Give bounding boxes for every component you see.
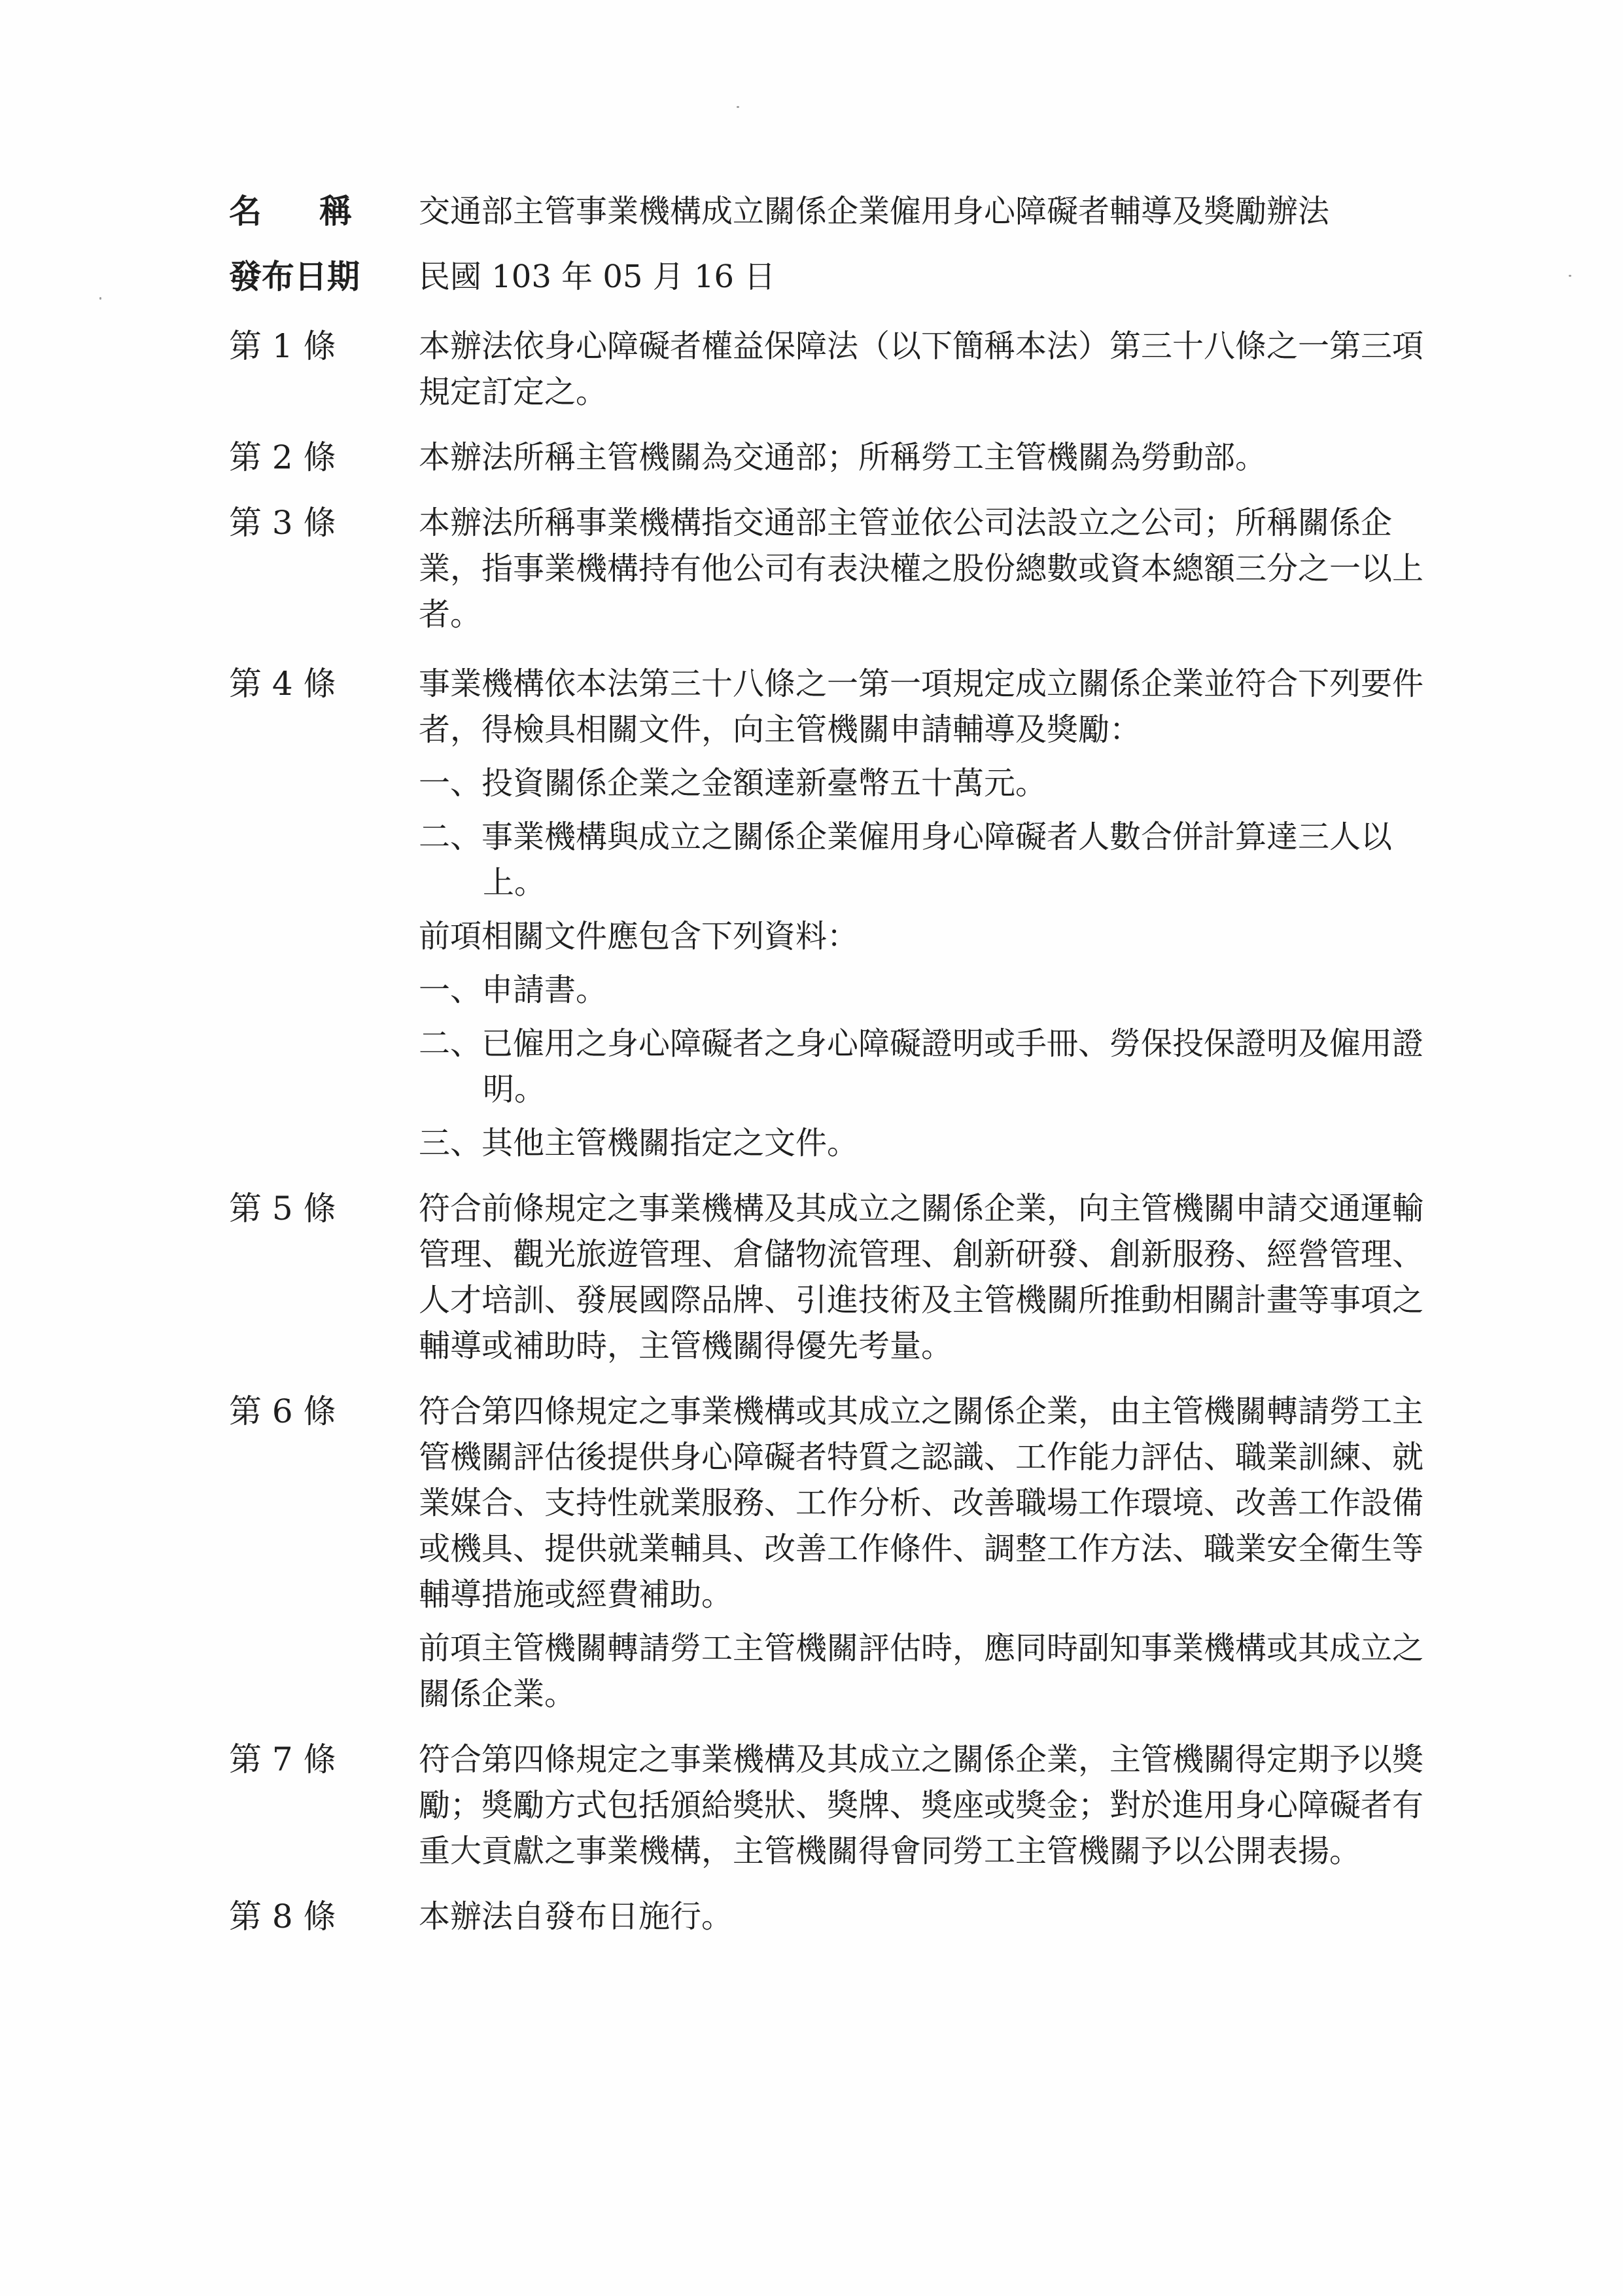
article-label: 第 1 條 [229,327,336,365]
article-label: 第 5 條 [229,1190,336,1227]
article-3 [229,500,1439,637]
article-label: 第 8 條 [229,1898,336,1935]
article-1 [229,323,1439,415]
article-body [419,323,1439,415]
article-5 [229,1186,1439,1369]
article-label: 第 4 條 [229,665,336,703]
article-paragraph: 本辦法所稱事業機構指交通部主管並依公司法設立之公司；所稱關係企業，指事業機構持有他公司有表決權之股份總數或資本總額三分之一以上者。 [419,504,1424,633]
article-body [419,500,1439,637]
article-body [419,1388,1439,1717]
list-item: 一、投資關係企業之金額達新臺幣五十萬元。 [419,765,1047,802]
article-7 [229,1737,1439,1874]
article-2 [229,434,1439,480]
list-item: 二、事業機構與成立之關係企業僱用身心障礙者人數合併計算達三人以上。 [419,819,1393,901]
scan-speck [1569,275,1571,277]
article-paragraph: 符合前條規定之事業機構及其成立之關係企業，向主管機關申請交通運輸管理、觀光旅遊管理、倉儲物流管理、創新研發、創新服務、經營管理、人才培訓、發展國際品牌、引進技術及主管機關所推動相關計畫等事項之輔導或補助時，主管機關得優先考量。 [419,1190,1424,1364]
article-body [419,434,1439,480]
article-paragraph: 符合第四條規定之事業機構或其成立之關係企業，由主管機關轉請勞工主管機關評估後提供身心障礙者特質之認識、工作能力評估、職業訓練、就業媒合、支持性就業服務、工作分析、改善職場工作環境、改善工作設備或機具、提供就業輔具、改善工作條件、調整工作方法、職業安全衛生等輔導措施或經費補助。 [419,1393,1424,1613]
article-6 [229,1388,1439,1717]
article-label: 第 7 條 [229,1740,336,1778]
list-item: 一、申請書。 [419,972,608,1008]
article-label: 第 2 條 [229,438,336,476]
article-paragraph: 事業機構依本法第三十八條之一第一項規定成立關係企業並符合下列要件者，得檢具相關文件，向主管機關申請輔導及獎勵： [419,665,1424,748]
article-8 [229,1894,1439,1939]
article-paragraph: 前項主管機關轉請勞工主管機關評估時，應同時副知事業機構或其成立之關係企業。 [419,1630,1424,1712]
scan-speck [99,297,101,300]
article-paragraph: 本辦法自發布日施行。 [419,1898,733,1935]
article-paragraph: 本辦法依身心障礙者權益保障法（以下簡稱本法）第三十八條之一第三項規定訂定之。 [419,328,1424,410]
article-body [419,1186,1439,1369]
article-4 [229,661,1439,1166]
article-body [419,1737,1439,1874]
article-label: 第 3 條 [229,504,336,542]
article-paragraph: 符合第四條規定之事業機構及其成立之關係企業，主管機關得定期予以獎勵；獎勵方式包括頒給獎狀、獎牌、獎座或獎金；對於進用身心障礙者有重大貢獻之事業機構，主管機關得會同勞工主管機關予以公開表揚。 [419,1741,1424,1869]
name-label: 名稱 [229,192,410,230]
regulation-title: 交通部主管事業機構成立關係企業僱用身心障礙者輔導及獎勵辦法 [419,193,1330,230]
date-label: 發布日期 [229,257,360,296]
regulation-document [229,188,1439,1939]
list-item: 三、其他主管機關指定之文件。 [419,1125,859,1161]
date-row [229,254,1439,300]
article-paragraph: 本辦法所稱主管機關為交通部；所稱勞工主管機關為勞動部。 [419,439,1267,476]
article-paragraph: 前項相關文件應包含下列資料： [419,918,859,955]
article-body [419,661,1439,1166]
promulgation-date: 民國 103 年 05 月 16 日 [419,258,776,295]
article-body [419,1894,1439,1939]
name-row [229,188,1439,234]
article-label: 第 6 條 [229,1392,336,1430]
scan-speck [737,106,739,108]
list-item: 二、已僱用之身心障礙者之身心障礙證明或手冊、勞保投保證明及僱用證明。 [419,1025,1424,1108]
